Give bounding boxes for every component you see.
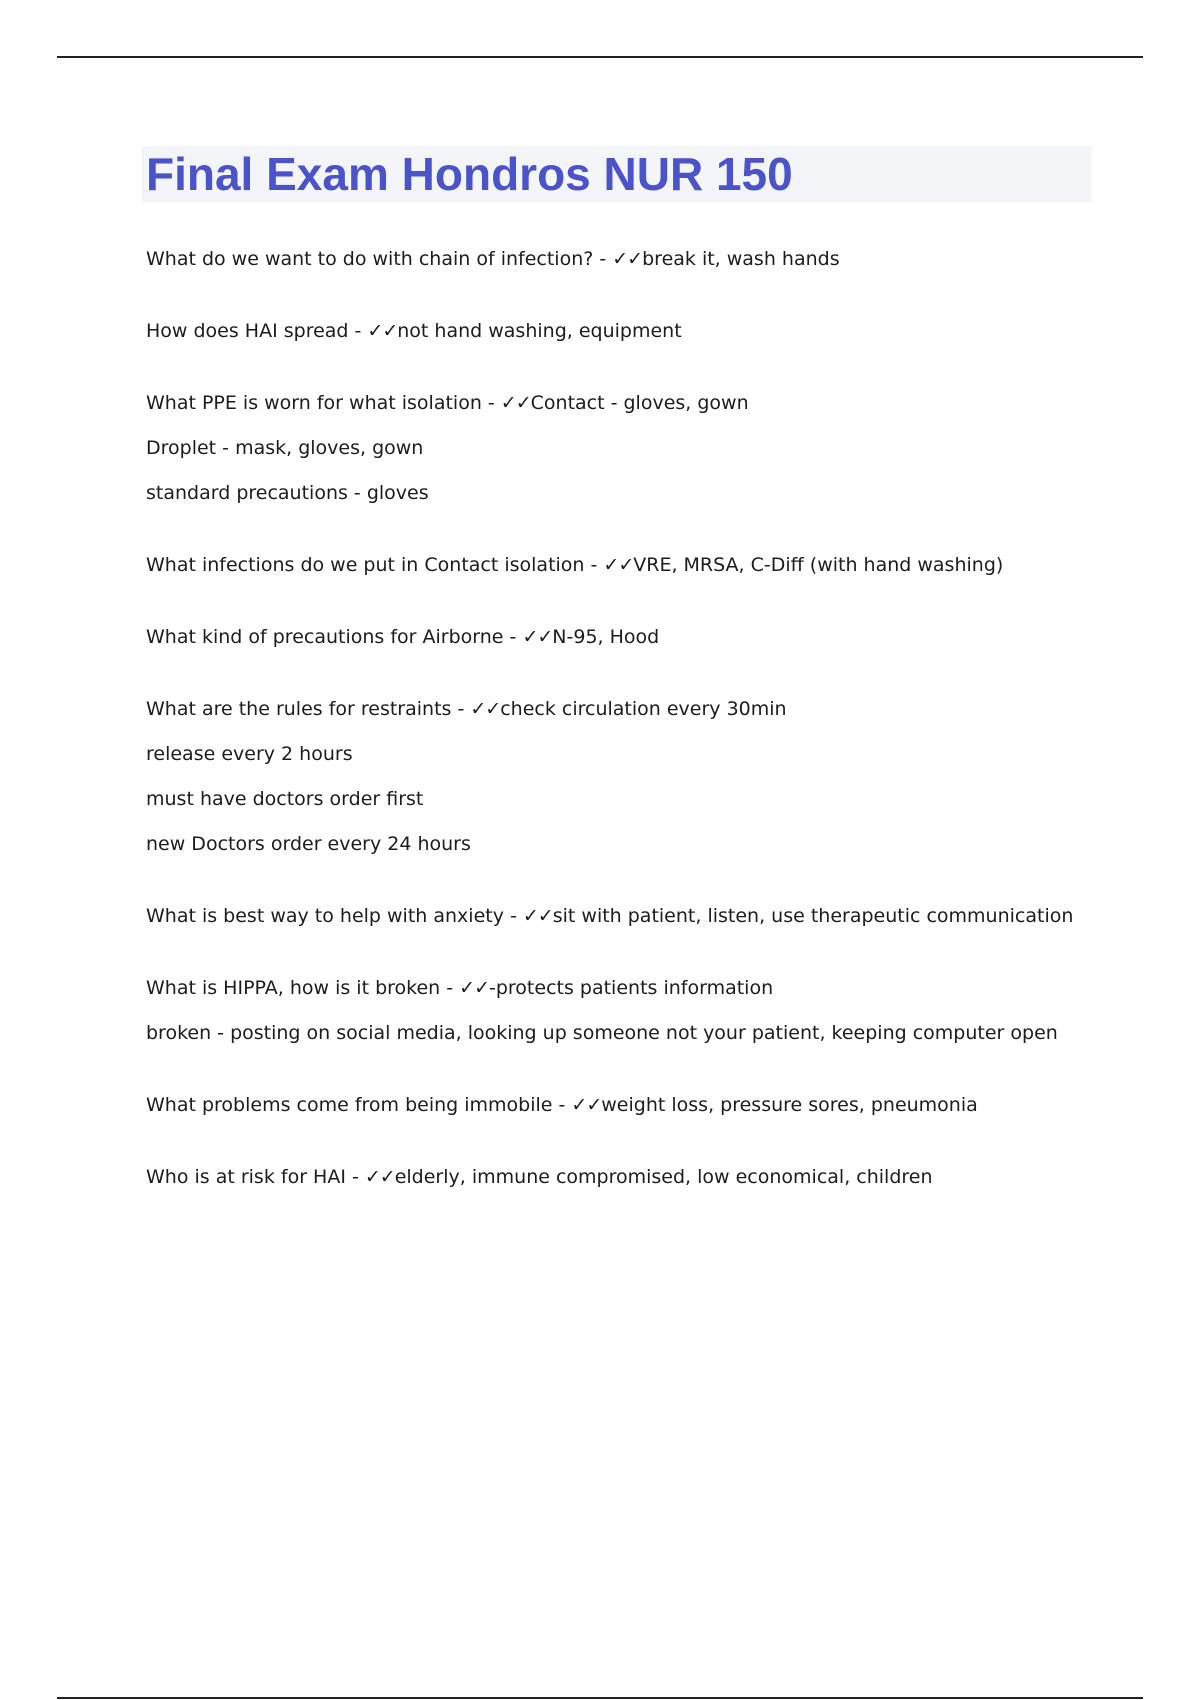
- question-text: What kind of precautions for Airborne: [146, 626, 504, 648]
- double-check-icon: ✓✓: [500, 392, 531, 414]
- qa-item: [146, 977, 1146, 1044]
- qa-list: [146, 248, 1146, 1238]
- separator: -: [593, 248, 613, 270]
- separator: -: [440, 977, 460, 999]
- question-text: What infections do we put in Contact isolation: [146, 554, 585, 576]
- answer-text: break it, wash hands: [642, 248, 840, 270]
- qa-question-line: [146, 905, 1146, 927]
- question-text: What do we want to do with chain of infection?: [146, 248, 594, 270]
- separator: -: [584, 554, 604, 576]
- double-check-icon: ✓✓: [603, 554, 634, 576]
- separator: -: [345, 1166, 365, 1188]
- qa-answer-line: release every 2 hours: [146, 743, 353, 765]
- answer-text: sit with patient, listen, use therapeutic communication: [552, 905, 1074, 927]
- answer-text: Contact - gloves, gown: [530, 392, 749, 414]
- answer-text: check circulation every 30min: [500, 698, 787, 720]
- question-text: What are the rules for restraints: [146, 698, 452, 720]
- answer-text: N-95, Hood: [552, 626, 660, 648]
- qa-answer-line: standard precautions - gloves: [146, 482, 429, 504]
- qa-question-line: [146, 320, 1146, 342]
- separator: -: [481, 392, 501, 414]
- qa-answer-line: broken - posting on social media, looking up someone not your patient, keeping computer open: [146, 1022, 1058, 1044]
- answer-text: weight loss, pressure sores, pneumonia: [601, 1094, 978, 1116]
- question-text: How does HAI spread: [146, 320, 349, 342]
- qa-item: [146, 698, 1146, 855]
- double-check-icon: ✓✓: [571, 1094, 602, 1116]
- question-text: Who is at risk for HAI: [146, 1166, 346, 1188]
- qa-item: [146, 626, 1146, 648]
- double-check-icon: ✓✓: [522, 905, 553, 927]
- question-text: What PPE is worn for what isolation: [146, 392, 482, 414]
- answer-text: -protects patients information: [489, 977, 774, 999]
- double-check-icon: ✓✓: [459, 977, 489, 999]
- separator: -: [552, 1094, 572, 1116]
- qa-answer-line: must have doctors order first: [146, 788, 424, 810]
- question-text: What is HIPPA, how is it broken: [146, 977, 441, 999]
- qa-item: [146, 1166, 1146, 1188]
- qa-question-line: [146, 977, 1146, 999]
- separator: -: [451, 698, 471, 720]
- page-title: Final Exam Hondros NUR 150: [146, 148, 793, 200]
- double-check-icon: ✓✓: [367, 320, 398, 342]
- double-check-icon: ✓✓: [364, 1166, 395, 1188]
- qa-question-line: [146, 248, 1146, 270]
- double-check-icon: ✓✓: [612, 248, 643, 270]
- qa-item: [146, 392, 1146, 504]
- question-text: What problems come from being immobile: [146, 1094, 553, 1116]
- qa-question-line: [146, 554, 1146, 576]
- qa-question-line: [146, 698, 1146, 720]
- qa-item: [146, 320, 1146, 342]
- qa-item: [146, 554, 1146, 576]
- bottom-divider: [57, 1697, 1143, 1699]
- answer-text: elderly, immune compromised, low economical, children: [394, 1166, 933, 1188]
- qa-item: [146, 248, 1146, 270]
- qa-question-line: [146, 392, 1146, 414]
- qa-answer-line: new Doctors order every 24 hours: [146, 833, 471, 855]
- qa-answer-line: Droplet - mask, gloves, gown: [146, 437, 424, 459]
- separator: -: [348, 320, 368, 342]
- answer-text: not hand washing, equipment: [397, 320, 682, 342]
- top-divider: [57, 56, 1143, 58]
- answer-text: VRE, MRSA, C-Diff (with hand washing): [633, 554, 1004, 576]
- qa-question-line: [146, 1094, 1146, 1116]
- separator: -: [503, 626, 523, 648]
- double-check-icon: ✓✓: [470, 698, 501, 720]
- qa-question-line: [146, 626, 1146, 648]
- separator: -: [503, 905, 523, 927]
- qa-question-line: [146, 1166, 1146, 1188]
- qa-item: [146, 1094, 1146, 1116]
- qa-item: [146, 905, 1146, 927]
- double-check-icon: ✓✓: [522, 626, 553, 648]
- question-text: What is best way to help with anxiety: [146, 905, 504, 927]
